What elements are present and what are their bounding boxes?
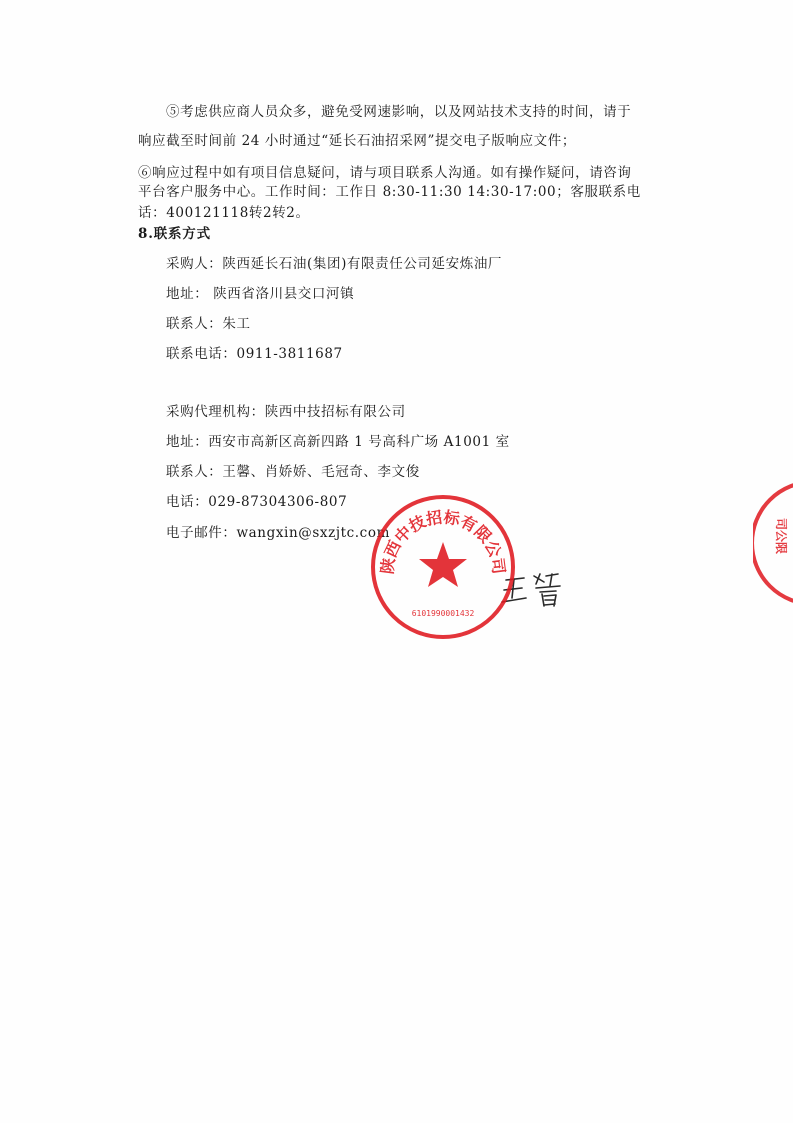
note-item5-line1: ⑤考虑供应商人员众多，避免受网速影响，以及网站技术支持的时间，请于	[166, 104, 632, 120]
purchaser-contact: 联系人：朱工	[166, 316, 251, 332]
section-heading-contact: 8.联系方式	[138, 226, 211, 242]
note-item6-line3: 话：400121118转2转2。	[138, 205, 310, 221]
edge-seal-text: 司公限	[774, 518, 788, 555]
note-item6-line2: 平台客户服务中心。工作时间：工作日 8:30-11:30 14:30-17:00；客服联系电	[138, 184, 641, 200]
svg-text:陕西中技招标有限公司	[378, 507, 509, 575]
agency-contact: 联系人：王馨、肖娇娇、毛冠奇、李文俊	[166, 464, 420, 480]
handwritten-signature	[500, 570, 570, 618]
agency-name: 采购代理机构：陕西中技招标有限公司	[166, 404, 406, 420]
seal-name: 陕西中技招标有限公司	[377, 507, 509, 576]
seal-number: 6101990001432	[411, 609, 475, 618]
note-item5-line2: 响应截至时间前 24 小时通过“延长石油招采网”提交电子版响应文件；	[138, 133, 576, 149]
star-icon	[419, 542, 467, 587]
company-seal	[368, 492, 518, 642]
purchaser-name: 采购人：陕西延长石油(集团)有限责任公司延安炼油厂	[166, 256, 503, 272]
note-item6-line1: ⑥响应过程中如有项目信息疑问，请与项目联系人沟通。如有操作疑问，请咨询	[138, 165, 632, 181]
agency-email: 电子邮件：wangxin@sxzjtc.com	[166, 525, 390, 541]
purchaser-phone: 联系电话：0911-3811687	[166, 346, 343, 362]
agency-address: 地址：西安市高新区高新四路 1 号高科广场 A1001 室	[166, 434, 510, 450]
purchaser-address: 地址： 陕西省洛川县交口河镇	[166, 286, 355, 302]
agency-phone: 电话：029-87304306-807	[166, 494, 348, 510]
partial-edge-seal	[753, 478, 793, 608]
